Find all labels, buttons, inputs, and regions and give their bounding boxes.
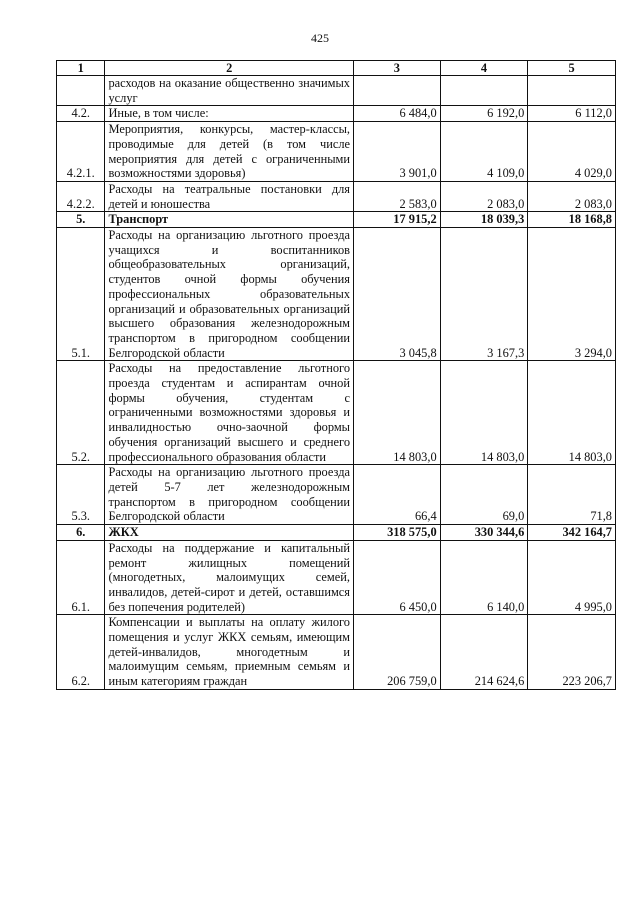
row-description: Мероприятия, конкурсы, мастер-классы, проводимые для детей (в том числе мероприятия для детей с ограниченными возможностями здоровья): [105, 122, 354, 182]
row-description: Транспорт: [105, 212, 354, 228]
section-row-housing: [57, 525, 616, 541]
row-value-col5: 18 168,8: [528, 212, 616, 228]
table-row: [57, 181, 616, 211]
table-row: [57, 540, 616, 615]
row-description: Расходы на организацию льготного проезда детей 5-7 лет железнодорожным транспортом в пригородном сообщении Белгородской области: [105, 465, 354, 525]
row-code: 5.: [57, 212, 105, 228]
row-code: 6.2.: [57, 615, 105, 690]
row-value-col3: 6 450,0: [354, 540, 441, 615]
row-value-col5: 3 294,0: [528, 228, 616, 361]
row-code: 5.1.: [57, 228, 105, 361]
table-row: [57, 228, 616, 361]
row-description: Расходы на поддержание и капитальный ремонт жилищных помещений (многодетных, малоимущих семей, инвалидов, детей-сирот и детей, оставшимся без попечения родителей): [105, 540, 354, 615]
row-code: 4.2.1.: [57, 122, 105, 182]
row-value-col3: 318 575,0: [354, 525, 441, 541]
header-col-5: 5: [528, 61, 616, 76]
row-code: [57, 76, 105, 106]
row-value-col5: 223 206,7: [528, 615, 616, 690]
row-value-col4: 2 083,0: [440, 181, 528, 211]
row-value-col5: 71,8: [528, 465, 616, 525]
row-value-col4: 214 624,6: [440, 615, 528, 690]
page-number: 425: [311, 31, 329, 45]
row-value-col5: 4 029,0: [528, 122, 616, 182]
row-code: 6.1.: [57, 540, 105, 615]
table-row: [57, 122, 616, 182]
row-value-col5: 6 112,0: [528, 106, 616, 122]
row-description: Иные, в том числе:: [105, 106, 354, 122]
row-description: Расходы на театральные постановки для детей и юношества: [105, 181, 354, 211]
row-value-col4: [440, 76, 528, 106]
row-description: Расходы на организацию льготного проезда учащихся и воспитанников общеобразовательных организаций, студентов очной формы обучения профессиональных образовательных организаций и образовательных организаций высшего образования железнодорожным транспортом в пригородном сообщении Белгородской области: [105, 228, 354, 361]
row-value-col4: 69,0: [440, 465, 528, 525]
header-col-4: 4: [440, 61, 528, 76]
row-value-col5: 14 803,0: [528, 361, 616, 465]
row-value-col4: 6 140,0: [440, 540, 528, 615]
row-value-col3: 206 759,0: [354, 615, 441, 690]
budget-table: [56, 60, 616, 690]
row-code: 5.3.: [57, 465, 105, 525]
row-code: 6.: [57, 525, 105, 541]
row-value-col3: 3 045,8: [354, 228, 441, 361]
header-col-3: 3: [354, 61, 441, 76]
section-row-transport: [57, 212, 616, 228]
row-description: Расходы на предоставление льготного проезда студентам и аспирантам очной формы обучения, студентам с ограниченными возможностями здоровья и инвалидностью очно-заочной формы обучения организаций высшего и среднего профессионального образования области: [105, 361, 354, 465]
header-col-1: 1: [57, 61, 105, 76]
table-row: [57, 106, 616, 122]
row-value-col3: 17 915,2: [354, 212, 441, 228]
row-value-col5: 2 083,0: [528, 181, 616, 211]
row-value-col5: [528, 76, 616, 106]
header-col-2: 2: [105, 61, 354, 76]
row-value-col4: 6 192,0: [440, 106, 528, 122]
row-value-col4: 330 344,6: [440, 525, 528, 541]
row-value-col4: 4 109,0: [440, 122, 528, 182]
row-value-col3: [354, 76, 441, 106]
row-code: 5.2.: [57, 361, 105, 465]
table-row: [57, 465, 616, 525]
row-description: расходов на оказание общественно значимых услуг: [105, 76, 354, 106]
row-code: 4.2.: [57, 106, 105, 122]
row-value-col3: 2 583,0: [354, 181, 441, 211]
table-row: [57, 76, 616, 106]
row-description: ЖКХ: [105, 525, 354, 541]
table-row: [57, 615, 616, 690]
row-value-col4: 18 039,3: [440, 212, 528, 228]
row-value-col5: 4 995,0: [528, 540, 616, 615]
row-value-col4: 14 803,0: [440, 361, 528, 465]
row-value-col5: 342 164,7: [528, 525, 616, 541]
row-value-col3: 6 484,0: [354, 106, 441, 122]
row-description: Компенсации и выплаты на оплату жилого помещения и услуг ЖКХ семьям, имеющим детей-инвалидов, многодетным и малоимущим семьям, приемным семьям и иным категориям граждан: [105, 615, 354, 690]
row-value-col3: 3 901,0: [354, 122, 441, 182]
row-value-col4: 3 167,3: [440, 228, 528, 361]
row-value-col3: 66,4: [354, 465, 441, 525]
table-row: [57, 361, 616, 465]
row-code: 4.2.2.: [57, 181, 105, 211]
row-value-col3: 14 803,0: [354, 361, 441, 465]
header-row: [57, 61, 616, 76]
